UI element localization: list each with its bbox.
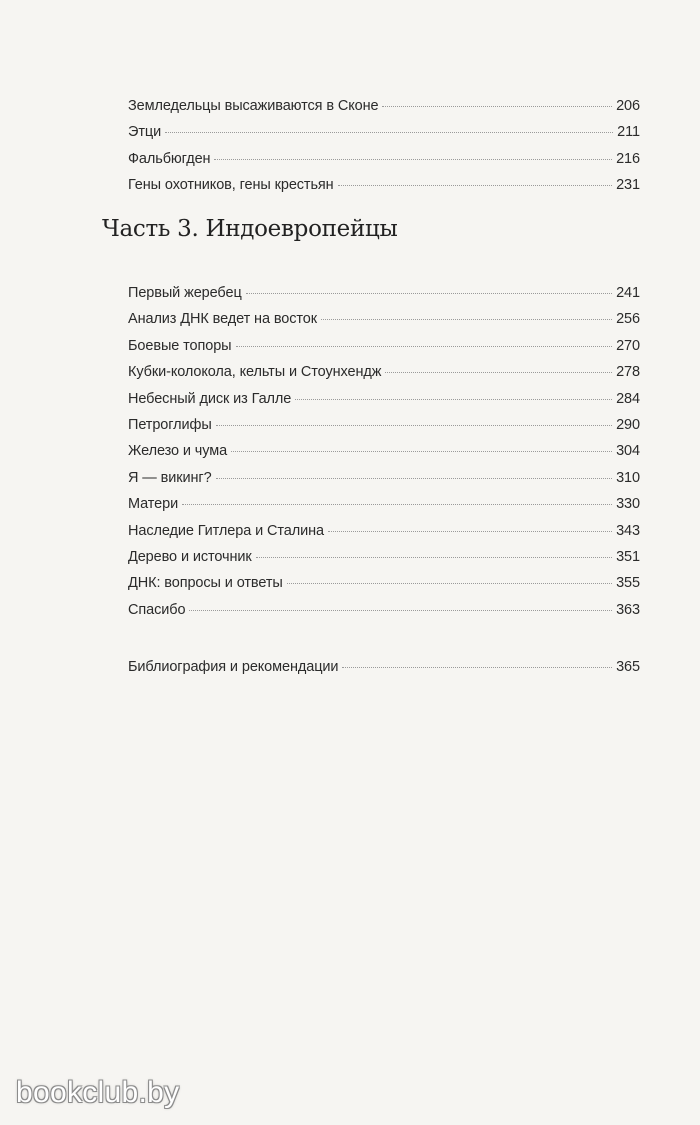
toc-entry-title: Матери bbox=[128, 496, 179, 513]
toc-entry bbox=[128, 93, 640, 119]
toc-entry bbox=[128, 465, 640, 491]
dot-leader bbox=[216, 425, 612, 426]
toc-entry-title: Библиография и рекомендации bbox=[128, 659, 339, 675]
toc-entry-title: Кубки-колокола, кельты и Стоунхендж bbox=[128, 364, 382, 381]
toc-entry bbox=[128, 386, 640, 412]
toc-entry-page: 241 bbox=[616, 285, 640, 301]
toc-entry-page: 351 bbox=[616, 548, 640, 565]
toc-entry-title: Я — викинг? bbox=[128, 469, 212, 486]
toc-entry bbox=[128, 146, 640, 172]
toc-entry bbox=[128, 280, 640, 306]
toc-entry-title: Петроглифы bbox=[128, 416, 212, 433]
toc-entry-title: Первый жеребец bbox=[128, 285, 242, 301]
toc-entry bbox=[128, 359, 640, 385]
toc-entry bbox=[128, 597, 640, 623]
toc-entry-page: 363 bbox=[616, 601, 640, 618]
toc-list-back-matter bbox=[128, 654, 640, 680]
dot-leader bbox=[295, 399, 612, 400]
toc-entry-page: 310 bbox=[616, 469, 640, 486]
toc-entry bbox=[128, 438, 640, 464]
toc-entry-page: 231 bbox=[616, 177, 640, 194]
toc-entry bbox=[128, 654, 640, 680]
toc-entry bbox=[128, 570, 640, 596]
toc-entry-page: 284 bbox=[616, 390, 640, 407]
toc-entry-page: 290 bbox=[616, 416, 640, 433]
dot-leader bbox=[342, 667, 612, 668]
dot-leader bbox=[338, 185, 613, 186]
toc-entry-title: Дерево и источник bbox=[128, 548, 252, 565]
toc-entry bbox=[128, 518, 640, 544]
dot-leader bbox=[182, 504, 612, 505]
toc-entry-page: 206 bbox=[616, 98, 640, 114]
toc-entry-page: 330 bbox=[616, 496, 640, 513]
toc-entry bbox=[128, 544, 640, 570]
toc-entry-title: Этци bbox=[128, 124, 162, 141]
toc-entry-title: ДНК: вопросы и ответы bbox=[128, 575, 283, 592]
dot-leader bbox=[321, 319, 612, 320]
toc-entry-title: Небесный диск из Галле bbox=[128, 390, 292, 407]
toc-entry-page: 365 bbox=[616, 659, 640, 675]
toc-list-top bbox=[128, 93, 640, 199]
toc-entry-page: 216 bbox=[616, 150, 640, 167]
toc-entry-page: 355 bbox=[616, 575, 640, 592]
toc-entry bbox=[128, 333, 640, 359]
part-heading: Часть 3. Индоевропейцы bbox=[102, 216, 398, 242]
toc-entry-page: 256 bbox=[616, 311, 640, 328]
dot-leader bbox=[385, 372, 612, 373]
toc-entry bbox=[128, 306, 640, 332]
dot-leader bbox=[214, 159, 612, 160]
toc-entry bbox=[128, 412, 640, 438]
toc-entry-page: 304 bbox=[616, 443, 640, 460]
dot-leader bbox=[165, 132, 613, 133]
toc-entry-title: Железо и чума bbox=[128, 443, 228, 460]
toc-entry-page: 278 bbox=[616, 364, 640, 381]
toc-entry bbox=[128, 119, 640, 145]
toc-entry bbox=[128, 172, 640, 198]
dot-leader bbox=[382, 106, 612, 107]
dot-leader bbox=[216, 478, 613, 479]
toc-list-part3 bbox=[128, 280, 640, 623]
toc-entry-title: Гены охотников, гены крестьян bbox=[128, 177, 334, 194]
toc-entry-page: 211 bbox=[617, 124, 640, 141]
dot-leader bbox=[256, 557, 612, 558]
dot-leader bbox=[328, 531, 612, 532]
watermark: bookclub.by bbox=[16, 1076, 180, 1109]
dot-leader bbox=[236, 346, 613, 347]
dot-leader bbox=[231, 451, 612, 452]
toc-entry-page: 343 bbox=[616, 522, 640, 539]
toc-entry-title: Фальбюгден bbox=[128, 150, 211, 167]
dot-leader bbox=[189, 610, 612, 611]
toc-entry-title: Земледельцы высаживаются в Сконе bbox=[128, 98, 379, 114]
toc-entry-title: Спасибо bbox=[128, 601, 186, 618]
dot-leader bbox=[287, 583, 612, 584]
toc-entry-title: Наследие Гитлера и Сталина bbox=[128, 522, 324, 539]
dot-leader bbox=[246, 293, 612, 294]
toc-entry-title: Анализ ДНК ведет на восток bbox=[128, 311, 317, 328]
toc-entry-title: Боевые топоры bbox=[128, 337, 232, 354]
toc-entry bbox=[128, 491, 640, 517]
toc-entry-page: 270 bbox=[616, 337, 640, 354]
